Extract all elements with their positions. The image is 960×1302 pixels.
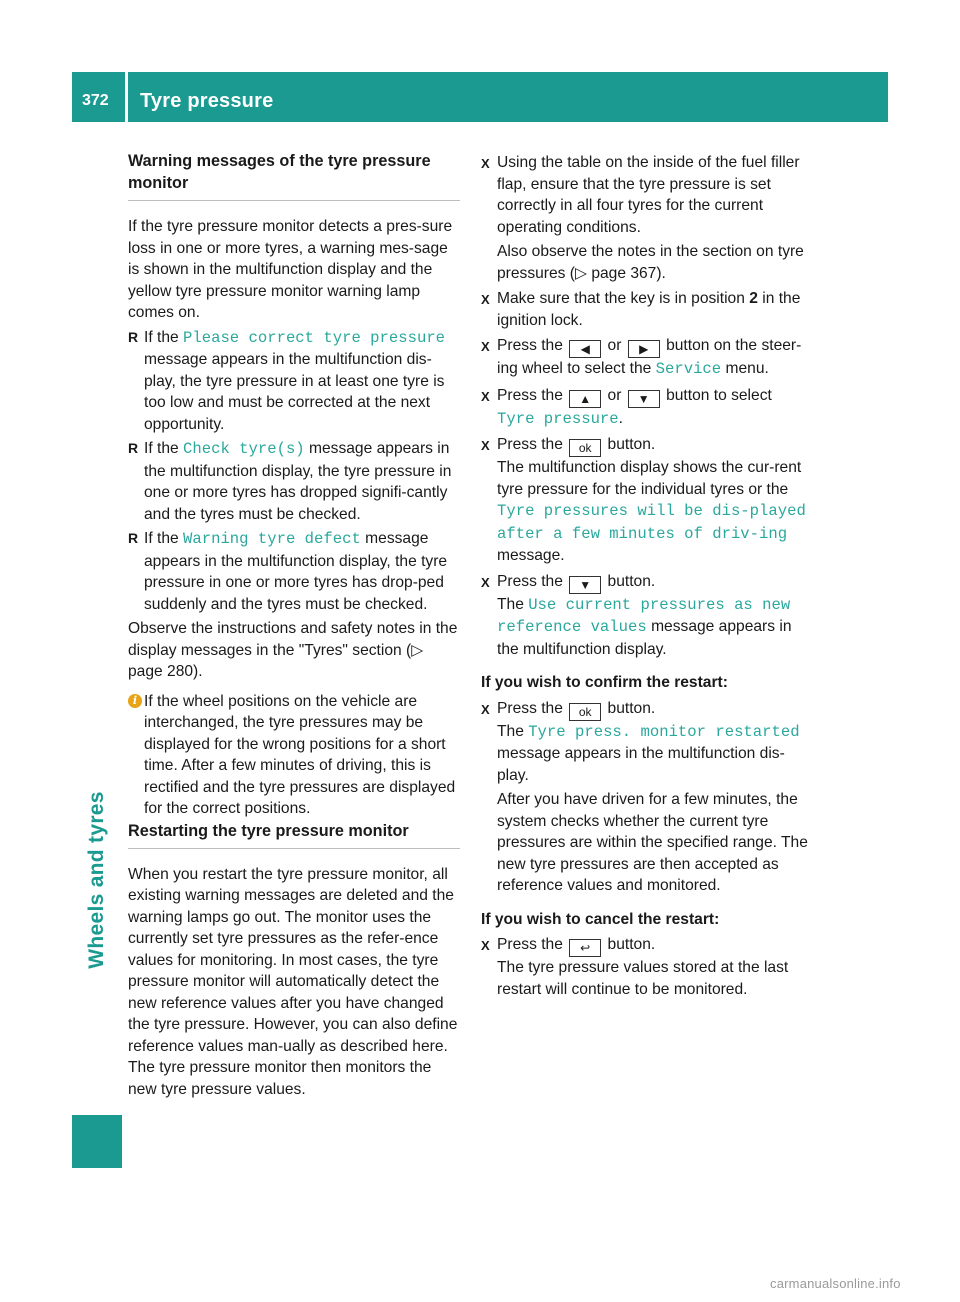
list-item: R If the Please correct tyre pressure message appears in the multifunction dis-play, the tyre pressure in at least one tyre is too low and must be corrected at the next opportunity.	[128, 328, 446, 433]
side-section-label: Wheels and tyres	[85, 791, 108, 969]
list-item: R If the Warning tyre defect message appears in the multifunction display, the tyre pressure in one or more tyres has drop-ped suddenly and the tyres must be checked.	[128, 530, 448, 613]
page-title: Tyre pressure	[140, 90, 274, 112]
display-message: Please correct tyre pressure	[183, 328, 446, 347]
info-note: i If the wheel positions on the vehicle are interchanged, the tyre pressures may be displayed for the wrong positions for a short time. After a few minutes of driving, this is rectified and the tyre pressures are displayed for the correct positions.	[128, 691, 460, 820]
step-arrow-icon: X	[481, 388, 490, 404]
side-tab-marker	[72, 1115, 122, 1168]
right-arrow-key-icon: ▶	[628, 340, 660, 358]
display-message: Check tyre(s)	[183, 440, 305, 458]
list-item: R If the Check tyre(s) message appears in the multifunction display, the tyre pressure in one or more tyres has dropped signifi-cantly and the tyres must be checked.	[128, 440, 452, 523]
display-message: Tyre pressure	[497, 409, 619, 428]
down-arrow-key-icon: ▼	[569, 576, 601, 594]
step-item: X Make sure that the key is in position 2 in the ignition lock.	[481, 290, 801, 329]
step-item: X Press the ↩ button. The tyre pressure values stored at the last restart will continue to be monitored.	[481, 936, 789, 998]
bullet-marker: R	[128, 440, 139, 456]
down-arrow-key-icon: ▼	[628, 390, 660, 408]
up-arrow-key-icon: ▲	[569, 390, 601, 408]
step-arrow-icon: X	[481, 292, 490, 307]
info-icon: i	[128, 694, 142, 708]
display-message: Tyre pressures will be dis-played after a few minutes of driv-ing	[497, 502, 806, 543]
step-item: X Using the table on the inside of the fuel filler flap, ensure that the tyre pressure is set correctly in all four tyres for the current operating conditions. Also observe the notes in the section on tyre pressures (▷ page 367).	[481, 152, 813, 284]
step-arrow-icon: X	[481, 438, 490, 453]
display-message: Warning tyre defect	[183, 530, 361, 548]
step-item: X Press the ok button. The multifunction display shows the cur-rent tyre pressure for the individual tyres or the Tyre pressures will be dis-played after a few minutes of driv-ing message.	[481, 436, 806, 564]
confirm-restart-heading: If you wish to confirm the restart:	[481, 674, 728, 691]
step-item: X Press the ▲ or ▼ button to select Tyre pressure.	[481, 386, 772, 428]
intro-paragraph: If the tyre pressure monitor detects a pres-sure loss in one or more tyres, a warning mes-sage is shown in the multifunction display and the yellow tyre pressure monitor warning lamp comes on.	[128, 218, 453, 321]
step-arrow-icon: X	[481, 574, 490, 590]
display-message: Use current pressures as new reference values	[497, 595, 791, 636]
watermark: carmanualsonline.info	[770, 1276, 901, 1291]
step-arrow-icon: X	[481, 701, 490, 717]
bullet-marker: R	[128, 328, 139, 345]
back-key-icon: ↩	[569, 939, 601, 957]
step-note: After you have driven for a few minutes, the system checks whether the current tyre pressures are within the specified range. The new tyre pressures are then accepted as reference values and monitored.	[497, 791, 808, 894]
step-note: Also observe the notes in the section on tyre pressures (▷ page 367).	[497, 243, 804, 282]
step-item: X Press the ok button. The Tyre press. monitor restarted message appears in the multifunction dis-play. After you have driven for a few minutes, the system checks whether the current tyre pressures are within the specified range. The new tyre pressures are then accepted as reference values and monitored.	[481, 698, 813, 897]
step-item: X Press the ◀ or ▶ button on the steer-ing wheel to select the Service menu.	[481, 337, 802, 378]
left-column	[128, 150, 460, 1100]
display-message: Tyre press. monitor restarted	[528, 722, 800, 741]
header-divider	[125, 72, 128, 122]
left-arrow-key-icon: ◀	[569, 340, 601, 358]
right-column	[481, 150, 813, 1000]
display-message: Service	[655, 360, 722, 378]
bullet-marker: R	[128, 530, 139, 546]
step-arrow-icon: X	[481, 156, 490, 171]
step-arrow-icon: X	[481, 339, 490, 354]
step-item: X Press the ▼ button. The Use current pressures as new reference values message appears in the multifunction display.	[481, 572, 792, 658]
heading-restarting: Restarting the tyre pressure monitor	[128, 820, 460, 849]
observe-paragraph: Observe the instructions and safety notes in the display messages in the "Tyres" section (▷ page 280).	[128, 620, 458, 680]
ok-key-icon: ok	[569, 703, 601, 721]
ok-key-icon: ok	[569, 439, 601, 457]
page-number: 372	[82, 92, 109, 109]
heading-warning-messages: Warning messages of the tyre pressure monitor	[128, 150, 460, 201]
restart-paragraph: When you restart the tyre pressure monitor, all existing warning messages are deleted and the warning lamps go out. The monitor uses the currently set tyre pressures as the refer-ence values for monitoring. In most cases, the tyre pressure monitor will automatically detect the new reference values after you have changed the tyre pressure. However, you can also define reference values man-ually as described here. The tyre pressure monitor then monitors the new tyre pressure values.	[128, 865, 458, 1098]
step-arrow-icon: X	[481, 938, 490, 953]
cancel-restart-heading: If you wish to cancel the restart:	[481, 910, 720, 928]
